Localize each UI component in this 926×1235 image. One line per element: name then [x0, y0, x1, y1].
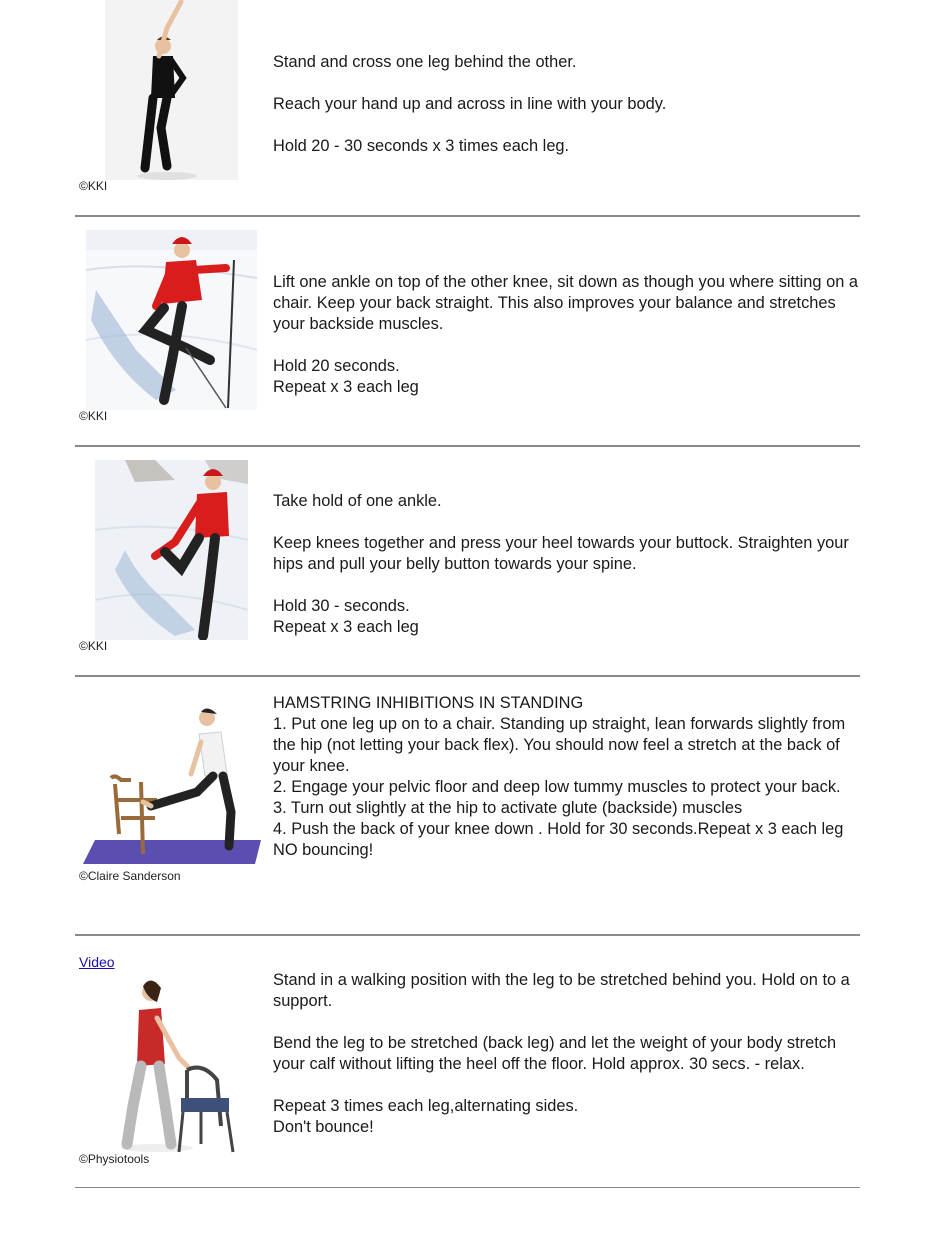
exercise-5-photo	[117, 976, 247, 1154]
exercise-1-photo	[105, 0, 238, 180]
exercise-2	[75, 217, 860, 445]
exercise-2-credit: ©KKI	[79, 409, 108, 423]
exercise-1-instructions	[273, 52, 863, 157]
exercise-1	[75, 0, 860, 215]
video-link[interactable]: Video	[79, 954, 115, 970]
exercise-5-credit: ©Physiotools	[79, 1152, 150, 1166]
instruction-line: Hold 20 - 30 seconds x 3 times each leg.	[273, 137, 570, 155]
instruction-line: Stand and cross one leg behind the other.	[273, 53, 577, 71]
instruction-line: Don't bounce!	[273, 1118, 374, 1136]
instruction-line: Stand in a walking position with the leg to be stretched behind you. Hold on to a support.	[273, 971, 850, 1010]
exercise-3	[75, 447, 860, 675]
side-stretch-figure	[105, 0, 238, 180]
instruction-line: 1. Put one leg up on to a chair. Standing up straight, lean forwards slightly from the hip (not letting your back flex). You should now feel a stretch at the back of your knee.	[273, 715, 846, 775]
exercise-2-instructions	[273, 272, 863, 398]
instruction-line: 3. Turn out slightly at the hip to activate glute (backside) muscles	[273, 799, 743, 817]
exercise-5	[75, 936, 860, 1187]
section-divider	[75, 1187, 860, 1188]
exercise-4-photo	[81, 704, 263, 869]
instruction-line: Repeat x 3 each leg	[273, 378, 419, 396]
instruction-line: 4. Push the back of your knee down . Hold for 30 seconds.Repeat x 3 each leg	[273, 820, 844, 838]
exercise-2-photo	[86, 230, 257, 410]
instruction-line: Reach your hand up and across in line with your body.	[273, 95, 667, 113]
quad-stretch-figure	[95, 460, 248, 640]
instruction-line: Bend the leg to be stretched (back leg) and let the weight of your body stretch your calf without lifting the heel off the floor. Hold approx. 30 secs. - relax.	[273, 1034, 837, 1073]
instruction-line: Repeat x 3 each leg	[273, 618, 419, 636]
instruction-line: Take hold of one ankle.	[273, 492, 442, 510]
hamstring-chair-stretch-figure	[81, 704, 263, 869]
figure-four-squat-figure	[86, 230, 257, 410]
instruction-line: Hold 30 - seconds.	[273, 597, 410, 615]
exercise-4-instructions	[273, 693, 863, 861]
instruction-line: NO bouncing!	[273, 841, 374, 859]
exercise-3-photo	[95, 460, 248, 640]
exercise-3-credit: ©KKI	[79, 639, 108, 653]
exercise-4	[75, 677, 860, 934]
exercise-3-instructions	[273, 491, 863, 638]
exercise-1-credit: ©KKI	[79, 179, 108, 193]
instruction-heading: HAMSTRING INHIBITIONS IN STANDING	[273, 694, 584, 712]
exercise-5-instructions	[273, 970, 863, 1138]
instruction-line: 2. Engage your pelvic floor and deep low tummy muscles to protect your back.	[273, 778, 841, 796]
instruction-line: Keep knees together and press your heel towards your buttock. Straighten your hips and pull your belly button towards your spine.	[273, 534, 849, 573]
exercise-4-credit: ©Claire Sanderson	[79, 869, 181, 883]
instruction-line: Lift one ankle on top of the other knee, sit down as though you where sitting on a chair. Keep your back straight. This also improves your balance and stretches your backside muscles.	[273, 273, 858, 333]
instruction-line: Repeat 3 times each leg,alternating sides.	[273, 1097, 579, 1115]
calf-stretch-chair-figure	[117, 976, 247, 1154]
instruction-line: Hold 20 seconds.	[273, 357, 400, 375]
